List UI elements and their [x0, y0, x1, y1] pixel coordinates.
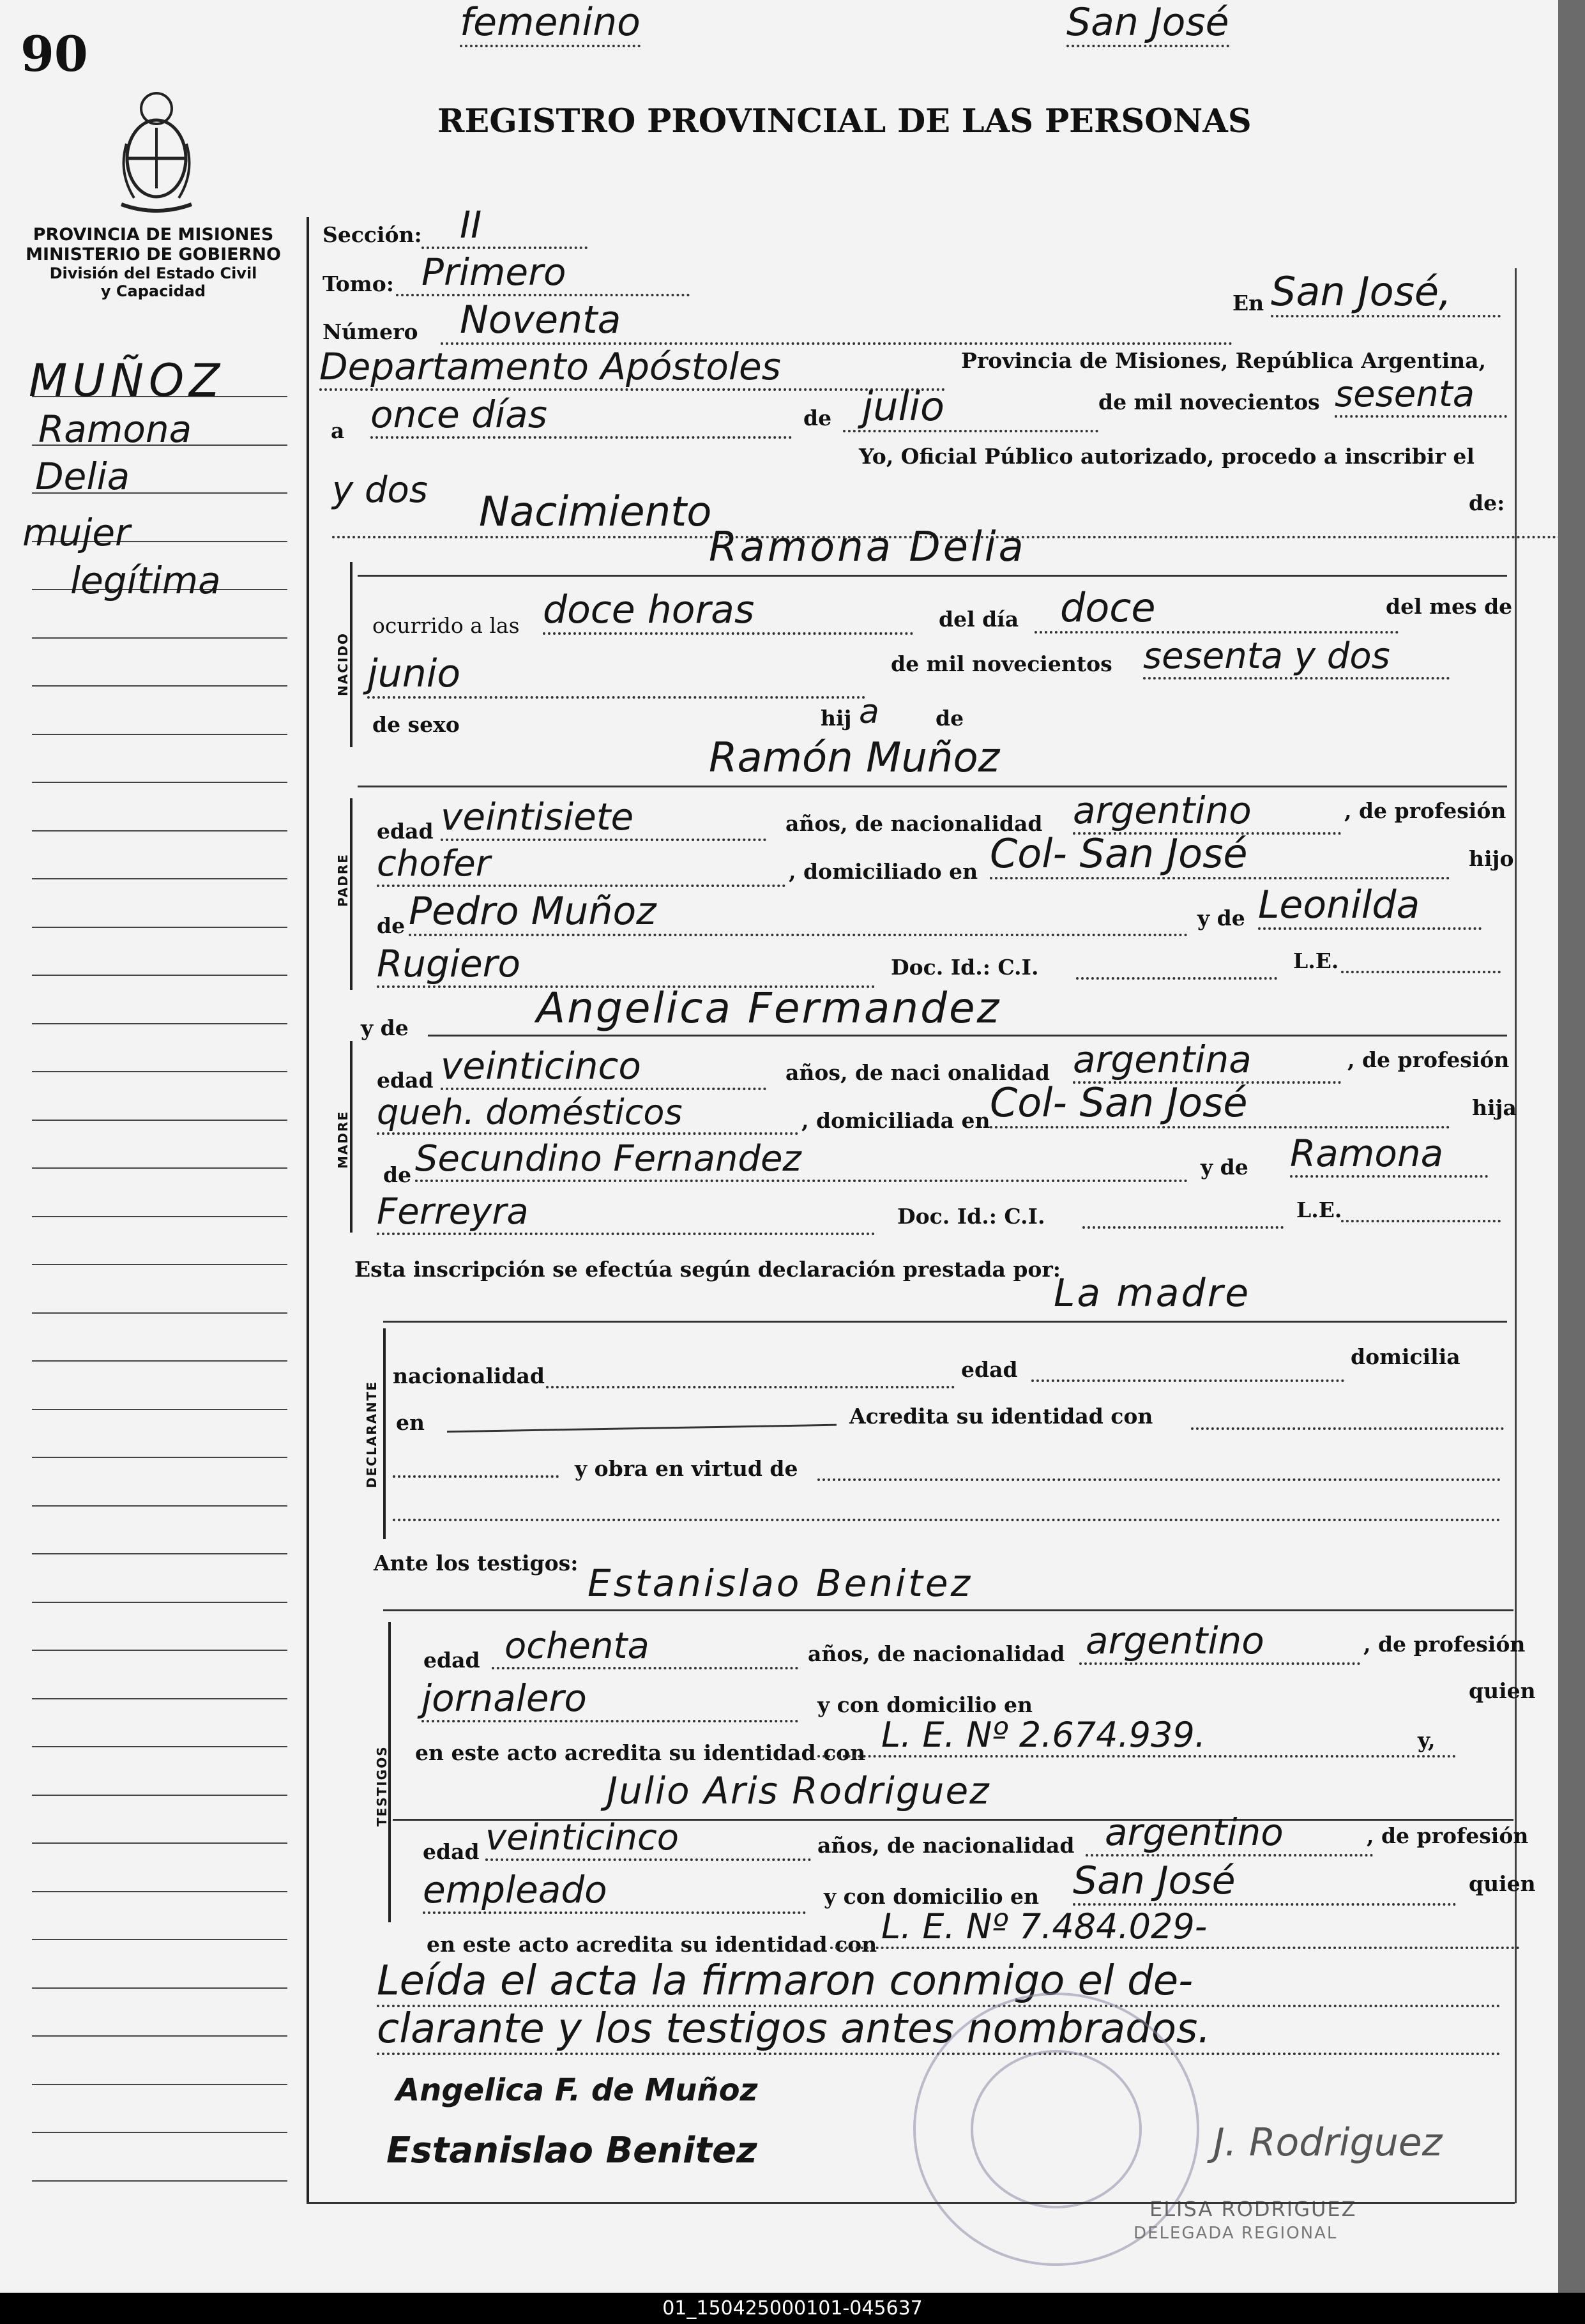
de-colon-label: de: [1469, 490, 1505, 515]
declarante-intro: Esta inscripción se efectúa según declaración prestada por: [354, 1257, 1061, 1282]
testigo1-nac-label: años, de nacionalidad [808, 1641, 1065, 1666]
padre-doc-label: Doc. Id.: C.I. [891, 955, 1039, 980]
testigo2-name: Julio Aris Rodriguez [607, 1769, 990, 1812]
declarante-edad-label: edad [961, 1357, 1018, 1382]
declarante-en-line [447, 1424, 837, 1433]
madre-section-label: MADRE [335, 1110, 351, 1169]
anio-value-1: sesenta [1335, 374, 1507, 418]
padre-prof-value: chofer [377, 843, 785, 887]
anio-value-2: y dos [332, 469, 428, 511]
margin-rule [32, 830, 287, 832]
padre-madre-name-1: Leonilda [1258, 883, 1482, 930]
margin-rule [32, 1167, 287, 1169]
padre-doc-line [1076, 958, 1277, 980]
mes-value-nacido: junio [367, 651, 865, 699]
padre-name-rule [358, 786, 1507, 787]
oficial-text: Yo, Oficial Público autorizado, procedo a inscribir el [859, 444, 1475, 469]
testigo1-acredita-label: en este acto acredita su identidad con [415, 1740, 866, 1765]
padre-name: Ramón Muñoz [709, 734, 1000, 782]
en-value: San José, [1271, 268, 1501, 317]
margin-rule [32, 734, 287, 735]
nacido-section-label: NACIDO [335, 632, 351, 696]
declarante-bracket [383, 1328, 386, 1539]
madre-y-de-label-2: y de [1201, 1155, 1248, 1180]
margin-second-name: Delia [35, 455, 130, 498]
testigo1-name-rule [383, 1609, 1513, 1611]
madre-madre-name-2: Ferreyra [377, 1191, 875, 1235]
padre-edad-value: veintisiete [441, 795, 766, 841]
declarante-dom-label: domicilia [1351, 1344, 1460, 1369]
padre-padre-name: Pedro Muñoz [409, 889, 1188, 936]
margin-rule [32, 1264, 287, 1265]
margin-rule [32, 2180, 287, 2182]
testigo2-prof-label: , de profesión [1367, 1823, 1529, 1848]
issuing-organization [13, 225, 294, 300]
testigo2-quien-label: quien [1469, 1871, 1536, 1896]
de-label: de [803, 406, 832, 430]
margin-rule [32, 1216, 287, 1217]
testigo2-acredita-label: en este acto acredita su identidad con [427, 1932, 877, 1957]
margin-rule [32, 1553, 287, 1554]
padre-y-de-label: y de [1197, 906, 1245, 930]
madre-le-line [1341, 1201, 1501, 1222]
declarante-acredita-label: Acredita su identidad con [849, 1404, 1153, 1429]
acta-tipo-value: Nacimiento [332, 489, 1558, 538]
mes-value: julio [843, 383, 1098, 432]
testigos-intro: Ante los testigos: [374, 1551, 579, 1576]
testigo1-y-label: y, [1418, 1728, 1436, 1752]
madre-prof-value: queh. domésticos [377, 1092, 798, 1135]
nacido-name-rule [358, 575, 1507, 577]
tomo-label: Tomo: [322, 271, 394, 296]
numero-value: Noventa [441, 298, 1232, 345]
page-number: 90 [20, 26, 88, 82]
closing-line-1: Leída el acta la firmaron conmigo el de- [377, 1957, 1501, 2007]
margin-rule [32, 1698, 287, 1699]
testigo1-doc-value: L. E. Nº 2.674.939. [817, 1715, 1456, 1758]
seccion-value: II [421, 203, 588, 249]
margin-surname: MUÑOZ [29, 354, 225, 407]
madre-edad-label: edad [377, 1068, 434, 1093]
madre-name-rule [428, 1035, 1507, 1037]
org-line: y Capacidad [100, 282, 206, 300]
margin-rule [32, 1312, 287, 1314]
declarante-virtud-line [817, 1459, 1501, 1481]
margin-rule [32, 2035, 287, 2037]
numero-label: Número [322, 319, 418, 344]
declarante-virtud-label: y obra en virtud de [575, 1456, 798, 1481]
margin-rule [32, 1023, 287, 1024]
testigo1-dom-label: y con domicilio en [817, 1692, 1033, 1717]
padre-edad-label: edad [377, 819, 434, 844]
margin-rule [32, 1360, 287, 1362]
closing-line-2: clarante y los testigos antes nombrados. [377, 2005, 1501, 2055]
testigo2-nac-label: años, de nacionalidad [817, 1833, 1075, 1858]
madre-y-de-label: y de [361, 1015, 409, 1040]
declarante-nac-label: nacionalidad [393, 1363, 545, 1388]
padre-hijo-label: hijo [1469, 846, 1514, 871]
margin-rule [32, 1795, 287, 1796]
testigo1-prof-value: jornalero [421, 1676, 798, 1722]
margin-rule [32, 975, 287, 976]
org-line: PROVINCIA DE MISIONES [33, 225, 274, 245]
signature-testigo-2: J. Rodriguez [1213, 2120, 1443, 2165]
mil-label: de mil novecientos [891, 651, 1112, 676]
testigo1-edad-label: edad [423, 1648, 480, 1673]
signature-testigo-1: Estanislao Benitez [386, 2130, 757, 2171]
madre-name: Angelica Fermandez [536, 984, 1001, 1033]
margin-rule [32, 927, 287, 928]
margin-rule [32, 1409, 287, 1410]
testigo2-nac-value: argentino [1086, 1811, 1373, 1857]
official-seal-inner-ring [971, 2050, 1142, 2208]
madre-doc-line [1082, 1207, 1284, 1229]
testigo2-doc-value: L. E. Nº 7.484.029- [830, 1906, 1520, 1949]
testigo2-edad-value: veinticinco [485, 1817, 811, 1861]
departamento-value: Departamento Apóstoles [319, 345, 945, 391]
org-line: MINISTERIO DE GOBIERNO [26, 245, 281, 264]
madre-hija-label: hija [1472, 1095, 1517, 1120]
declarante-nac-line [546, 1367, 955, 1388]
en-label: En [1232, 291, 1264, 315]
testigo1-dom-value: San José [1066, 0, 1229, 47]
stamp-title: DELEGADA REGIONAL [1134, 2224, 1338, 2243]
margin-legitimacy: legítima [70, 559, 221, 602]
signature-madre: Angelica F. de Muñoz [396, 2072, 758, 2108]
padre-nac-value: argentino [1073, 789, 1341, 835]
testigo1-nac-value: argentino [1079, 1619, 1360, 1665]
padre-dom-value: Col- San José [990, 830, 1450, 879]
madre-le-label: L.E. [1296, 1197, 1342, 1222]
margin-rule [32, 1891, 287, 1892]
margin-rule [32, 1602, 287, 1603]
margin-rule [32, 1071, 287, 1072]
padre-le-line [1341, 952, 1501, 973]
padre-section-label: PADRE [335, 853, 351, 907]
margin-first-name: Ramona [38, 407, 192, 451]
provincia-text: Provincia de Misiones, República Argentina, [961, 348, 1487, 373]
scan-identifier: 01_150425000101-045637 [0, 2293, 1585, 2324]
dia-value-nacido: doce [1035, 584, 1399, 634]
nacido-name: Ramona Delia [709, 524, 1026, 571]
testigo1-quien-label: quien [1469, 1678, 1536, 1703]
testigo1-prof-label: , de profesión [1363, 1632, 1526, 1657]
padre-de-label: de [377, 913, 406, 938]
madre-nac-label: años, de naci onalidad [785, 1060, 1050, 1085]
margin-rule [32, 1457, 287, 1458]
madre-de-label: de [383, 1162, 412, 1187]
org-line: División del Estado Civil [49, 264, 257, 282]
a-label: a [331, 418, 345, 443]
seccion-label: Sección: [322, 222, 422, 247]
hij-value: a [859, 693, 879, 731]
margin-rule [32, 685, 287, 687]
padre-madre-name-2: Rugiero [377, 942, 875, 988]
testigo1-name: Estanislao Benitez [588, 1561, 973, 1605]
stamp-name: ELISA RODRIGUEZ [1149, 2197, 1357, 2221]
del-dia-label: del día [939, 607, 1019, 632]
madre-dom-value: Col- San José [990, 1079, 1450, 1128]
tomo-value: Primero [396, 250, 690, 296]
anio-value-nacido: sesenta y dos [1143, 635, 1450, 680]
sexo-value: femenino [460, 0, 641, 47]
margin-rule [32, 878, 287, 879]
margin-rule [32, 1120, 287, 1121]
margin-rule [32, 2084, 287, 2085]
sexo-label: de sexo [372, 712, 460, 737]
testigo1-edad-value: ochenta [492, 1625, 798, 1669]
margin-gender: mujer [22, 511, 130, 554]
madre-madre-name-1: Ramona [1290, 1132, 1488, 1178]
margin-rule [32, 2132, 287, 2133]
hora-value: doce horas [543, 588, 913, 635]
bottom-rule [307, 2202, 1515, 2204]
margin-rule [32, 1746, 287, 1747]
padre-le-label: L.E. [1293, 948, 1339, 973]
declarante-acredita-line [1191, 1408, 1504, 1430]
dia-value: once días [370, 393, 792, 439]
margin-rule [32, 1987, 287, 1989]
del-mes-label: del mes de [1386, 594, 1513, 619]
coat-of-arms-emblem [109, 83, 204, 217]
testigo2-edad-label: edad [423, 1839, 480, 1864]
padre-prof-label: , de profesión [1344, 798, 1506, 823]
declarante-section-label: DECLARANTE [364, 1380, 379, 1488]
margin-rule [32, 782, 287, 783]
declarante-extra-line [393, 1456, 559, 1478]
madre-nac-value: argentina [1073, 1038, 1341, 1084]
testigo2-prof-value: empleado [423, 1868, 806, 1914]
testigos-section-label: TESTIGOS [374, 1745, 390, 1827]
declarante-name: La madre [1054, 1271, 1251, 1316]
de-label-nacido: de [936, 706, 964, 731]
declarante-en-label: en [396, 1410, 425, 1435]
madre-edad-value: veinticinco [441, 1044, 766, 1090]
margin-rule [32, 1842, 287, 1844]
madre-padre-name: Secundino Fernandez [415, 1138, 1188, 1182]
margin-rule [32, 1939, 287, 1940]
testigo2-dom-value: San José [1073, 1858, 1456, 1906]
margin-rule [32, 637, 287, 639]
madre-prof-label: , de profesión [1347, 1047, 1510, 1072]
padre-nac-label: años, de nacionalidad [785, 811, 1043, 836]
main-left-border [307, 217, 309, 2203]
ocurrido-label: ocurrido a las [372, 613, 520, 638]
declarante-edad-line [1031, 1360, 1344, 1382]
testigo2-dom-label: y con domicilio en [824, 1884, 1039, 1909]
declarante-name-rule [383, 1321, 1507, 1323]
madre-dom-label: , domiciliada en [801, 1108, 990, 1133]
margin-rule [32, 1650, 287, 1651]
declarante-blank-line [393, 1500, 1501, 1521]
madre-doc-label: Doc. Id.: C.I. [897, 1204, 1045, 1229]
document-title: REGISTRO PROVINCIAL DE LAS PERSONAS [437, 102, 1252, 141]
hij-label: hij [821, 706, 852, 731]
margin-rule [32, 1505, 287, 1507]
padre-dom-label: , domiciliado en [789, 859, 978, 884]
anio-label: de mil novecientos [1098, 390, 1320, 414]
